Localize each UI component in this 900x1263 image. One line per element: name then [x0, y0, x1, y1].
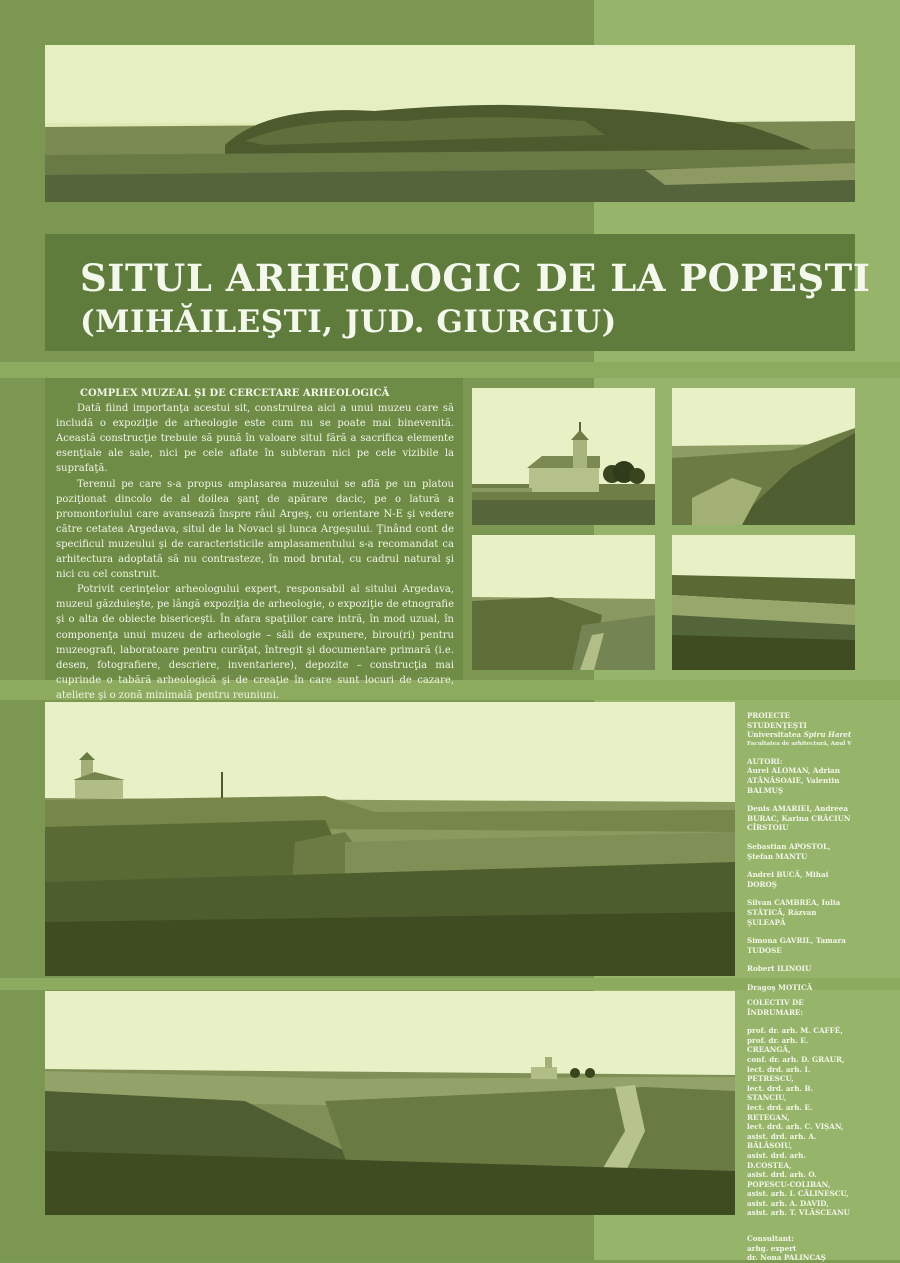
author-group: Silvan CAMBREA, Iulia STĂTICĂ, Răzvan ŞULEAPĂ: [747, 898, 841, 927]
description-paragraph: Terenul pe care s-a propus amplasarea muzeului se află pe un platou poziţionat dincolo de al doilea şanţ de apărare dacic, pe o latură a promontoriului care avansează înspre râul Argeş, cu orientare N-E şi vedere către cetatea Argedava, situl de la Novaci şi lunca Argeşului. Ţinând cont de specificul muzeului şi de caracteristicile amplasamentului s-a recomandat ca arhitectura adoptată să nu contrasteze, în mod brutal, cu cadrul natural şi nici cu cel construit.: [56, 478, 454, 581]
description-paragraph: Potrivit cerinţelor arheologului expert, responsabil al sitului Argedava, muzeul găzduieşte, pe lângă expoziţia de arheologie, o expoziţie de etnografie şi o alta de obiecte bisericeşti. În afara spaţiilor care intră, în mod uzual, în componenţa unui muzeu de arheologie – săli de expunere, birou(ri) pentru muzeografi, laboratoare pentru curăţat, întregit şi documentare primară (i.e. desen, fotografiere, descriere, inventariere), depozite – construcţia mai cuprinde o tabără arheologică şi de creaţie în care sunt locuri de cazare, ateliere şi o zonă minimală pentru reuniuni.: [56, 584, 454, 701]
advisor-item: asist. drd. arh. O. POPESCU-COLIBAN,: [747, 1170, 831, 1189]
advisor-item: lect. drd. arh. E. RETEGAN,: [747, 1102, 813, 1122]
advisor-item: asist. arh. T. VLĂSCEANU: [747, 1208, 850, 1218]
author-group: Robert ILINOIU: [747, 964, 812, 974]
advisor-item: lect. drd. arh. I. PETRESCU,: [747, 1064, 811, 1084]
page-title: SITUL ARHEOLOGIC DE LA POPEŞTI: [80, 256, 871, 300]
description-paragraph: Dată fiind importanţa acestui sit, construirea aici a unui muzeu care să includă o expoziţie de arheologie este cum nu se poate mai binevenită. Această construcţie trebuie să pună în valoare situl fără a sacrifica elemente esenţiale ale sale, nici pe cele aflate în subteran nici pe cele vizibile la suprafaţă.: [56, 403, 454, 475]
description-heading: COMPLEX MUZEAL ŞI DE CERCETARE ARHEOLOGICĂ: [80, 388, 390, 399]
advisors-heading: COLECTIV DE ÎNDRUMARE:: [747, 998, 804, 1017]
advisor-item: lect. drd. arh. C. VIŞAN,: [747, 1122, 844, 1132]
consultant-heading: Consultant:: [747, 1234, 794, 1244]
photo-church: [472, 388, 655, 525]
author-group: Andrei BUCĂ, Mihai DOROŞ: [747, 870, 829, 889]
description-panel: [45, 378, 463, 701]
panorama-photo-path: [45, 991, 735, 1215]
advisor-item: asist. drd. arh. D.COSTEA,: [747, 1150, 806, 1170]
credits-advisors: [747, 998, 852, 1263]
photo-slope: [672, 388, 855, 525]
title-banner: [45, 234, 871, 351]
project-label: PROIECTE STUDENŢEŞTI: [747, 711, 807, 730]
page-subtitle: (MIHĂILEŞTI, JUD. GIURGIU): [80, 304, 617, 340]
photo-valley: [672, 535, 855, 670]
author-group: Denis AMARIEI, Andreea BURAC, Karina CRĂCIUN CÎRSTOIU: [747, 804, 851, 833]
author-group: Aurel ALOMAN, Adrian ATĂNĂSOAIE, Valentin BALMUŞ: [747, 766, 840, 795]
advisor-item: asist. arh. I. CĂLINESCU,: [747, 1189, 849, 1199]
panorama-photo-church-field: [45, 702, 735, 976]
consultant-name: dr. Nona PALINCAŞ: [747, 1253, 826, 1263]
photo-ditch: [472, 535, 655, 670]
advisor-item: asist. arh. A. DAVID,: [747, 1198, 829, 1208]
consultant-role: arhg. expert: [747, 1243, 797, 1253]
author-group: Sebastian APOSTOL, Ştefan MANTU: [747, 841, 831, 861]
advisor-item: conf. dr. arh. D. GRAUR,: [747, 1054, 845, 1064]
credits-authors: [747, 711, 852, 992]
panorama-photo-mound: [45, 45, 855, 202]
author-group: Simona GAVRIL, Tamara TUDOSE: [747, 936, 846, 955]
advisor-item: lect. drd. arh. B. STANCIU,: [747, 1083, 814, 1103]
authors-heading: AUTORI:: [747, 756, 783, 766]
advisor-item: asist. drd. arh. A. BĂLĂSOIU,: [747, 1131, 817, 1151]
advisor-item: prof. dr. arh. M. CAFFÉ,: [747, 1026, 843, 1036]
faculty-line: Facultatea de arhitectură, Anul V: [747, 740, 852, 747]
author-group: Dragoş MOTICĂ: [747, 982, 813, 992]
advisor-item: prof. dr. arh. E. CREANGĂ,: [747, 1035, 809, 1055]
university-line: Universitatea Spiru Haret: [747, 730, 852, 740]
divider-band: [0, 362, 900, 378]
